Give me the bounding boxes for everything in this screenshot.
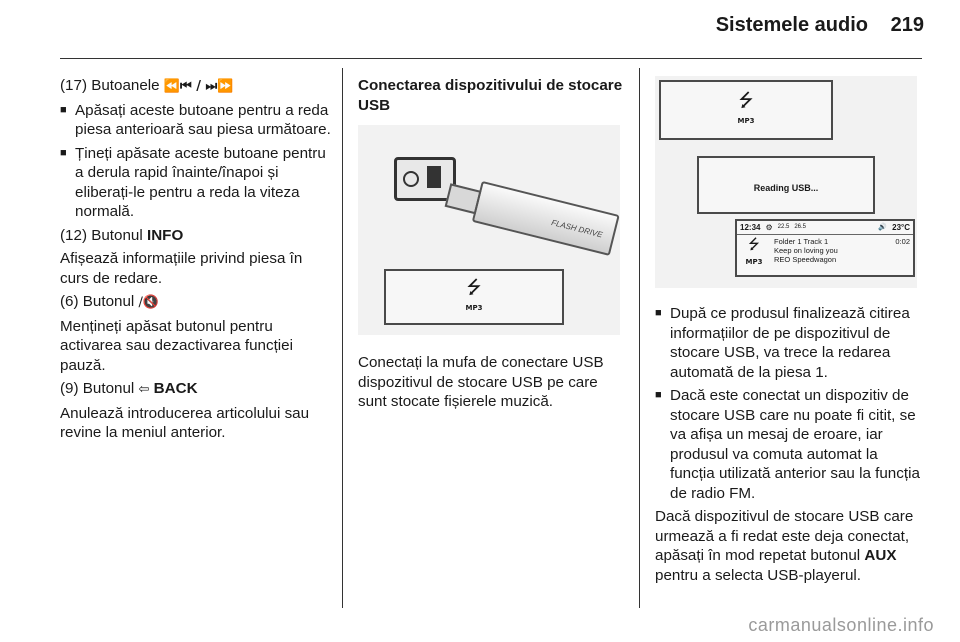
item-9-title: (9) Butonul ⇦ BACK	[60, 380, 198, 397]
status-cell-2: 26.5	[794, 223, 807, 230]
usb-symbol-icon: ⭍	[738, 90, 754, 111]
item-9-desc: Anulează introducerea articolului sau revine la meniul anterior.	[60, 404, 310, 441]
status-temp: 23°C	[892, 222, 910, 232]
usb-symbol-icon: ⭍	[748, 237, 760, 253]
usb-screen-2	[697, 156, 875, 214]
col3-bullet-1: ■ După ce produsul finalizează citirea informațiilor de pe dispozitivul de stocare USB, va trece la redarea automată de la piesa 1.	[655, 304, 925, 382]
mp3-label: MP3	[465, 304, 483, 312]
usb-instruction: Conectați la mufa de conectare USB dispozitivul de stocare USB pe care sunt stocate fișierele muzică.	[358, 354, 604, 410]
usb-screen	[384, 269, 564, 325]
gear-icon: ⚙	[765, 222, 773, 232]
item-6-desc: Mențineți apăsat butonul pentru activarea sau dezactivarea funcției pauză.	[60, 317, 294, 374]
status-cell-1: 22.5	[777, 223, 790, 230]
reading-usb-text: Reading USB...	[753, 183, 819, 193]
column-3	[655, 76, 925, 589]
column-2	[358, 76, 626, 416]
usb-heading: Conectarea dispozitivului de stocare USB	[358, 77, 623, 114]
section-title: Sistemele audio	[715, 14, 868, 36]
mute-icon: ∕🔇	[138, 295, 160, 310]
col3-bullet-2: ■ Dacă este conectat un dispozitiv de stocare USB care nu poate fi citit, se va afișa un mesaj de eroare, iar produsul va comuta automat la funcția utilizată anterior sau la funcția de radio FM.	[655, 386, 925, 503]
item-6-title: (6) Butonul ∕🔇	[60, 293, 160, 310]
track-panel	[737, 235, 913, 275]
stick-label: FLASH DRIVE	[550, 218, 604, 240]
back-arrow-icon: ⇦	[138, 382, 150, 397]
item-17-bullet-1: ■ Apăsați aceste butoane pentru a reda piesa anterioară sau piesa următoare.	[60, 101, 332, 140]
track-time: 0:02	[895, 237, 910, 246]
usb-symbol-icon: ⭍	[466, 277, 482, 298]
aux-paragraph: Dacă dispozitivul de stocare USB care urmează a fi redat este deja conectat, apăsați în mod repetat butonul AUX pentru a selecta USB-playerul.	[655, 508, 914, 584]
item-17-title: (17) Butoanele ⏪⏮ / ⏭⏩	[60, 77, 234, 94]
info-key-label: INFO	[146, 226, 184, 244]
watermark: carmanualsonline.info	[748, 615, 934, 635]
status-time: 12:34	[740, 222, 761, 232]
track-artist: REO Speedwagon	[774, 255, 837, 264]
column-divider-2	[639, 68, 640, 608]
usb-stick-icon	[443, 174, 618, 254]
column-divider-1	[342, 68, 343, 608]
page-number: 219	[890, 14, 924, 36]
track-folder: Folder 1 Track 1	[774, 237, 829, 246]
usb-screens-figure	[655, 76, 917, 288]
usb-screen-3	[735, 219, 915, 277]
usb-connect-figure	[358, 125, 620, 335]
speaker-icon: 🔊	[878, 223, 888, 231]
item-12-title: (12) Butonul INFO	[60, 226, 184, 244]
header-divider	[60, 58, 922, 59]
mp3-label: MP3	[745, 258, 763, 266]
usb-screen-1	[659, 80, 833, 140]
back-key-label: BACK	[153, 380, 198, 397]
mp3-label: MP3	[737, 117, 755, 125]
track-title: Keep on loving you	[774, 246, 838, 255]
column-1	[60, 76, 332, 447]
status-bar	[737, 221, 913, 235]
item-12-desc: Afișează informațiile privind piesa în curs de redare.	[60, 250, 303, 287]
prev-next-icons: ⏪⏮ / ⏭⏩	[163, 79, 234, 94]
aux-key-label: AUX	[864, 547, 897, 564]
item-17-bullet-2: ■ Țineți apăsate aceste butoane pentru a derula rapid înainte/înapoi și eliberați-le pentru a reda la viteza normală.	[60, 144, 332, 222]
